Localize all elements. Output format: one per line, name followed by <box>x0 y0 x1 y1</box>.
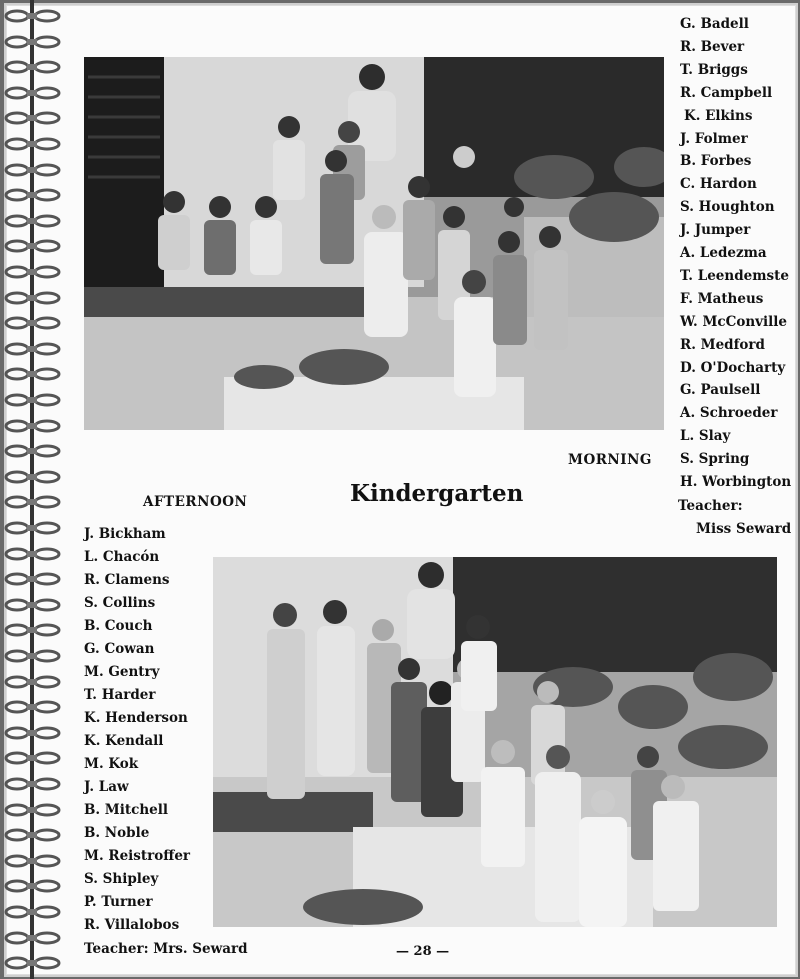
morning-student-name: R. Bever <box>680 38 745 55</box>
spiral-coil <box>3 622 65 636</box>
spiral-coil <box>3 597 65 611</box>
morning-student-name: C. Hardon <box>680 176 757 193</box>
morning-student-name: T. Briggs <box>680 61 748 78</box>
page-title: Kindergarten <box>350 480 524 507</box>
morning-student-name: G. Badell <box>680 16 749 32</box>
spiral-coil <box>3 366 65 380</box>
spiral-coil <box>3 315 65 329</box>
spiral-binding <box>0 0 70 979</box>
spiral-coil <box>3 674 65 688</box>
spiral-coil <box>3 699 65 713</box>
morning-student-name: J. Folmer <box>680 130 748 147</box>
spiral-coil <box>3 494 65 508</box>
afternoon-student-name: B. Couch <box>84 618 153 634</box>
afternoon-student-name: P. Turner <box>84 894 153 910</box>
morning-student-name: F. Matheus <box>680 290 764 307</box>
morning-student-name: D. O'Docharty <box>680 359 786 376</box>
morning-student-name: S. Houghton <box>680 199 775 216</box>
afternoon-student-name: B. Mitchell <box>84 802 168 818</box>
spiral-coil <box>3 750 65 764</box>
morning-student-name: W. McConville <box>680 313 788 330</box>
afternoon-label: AFTERNOON <box>143 494 248 510</box>
morning-class-photo <box>84 57 664 430</box>
morning-student-name: K. Elkins <box>684 107 753 124</box>
morning-teacher-name: Miss Seward <box>696 521 792 537</box>
spiral-coil <box>3 443 65 457</box>
spiral-coil <box>3 546 65 560</box>
spiral-coil <box>3 59 65 73</box>
spiral-coil <box>3 725 65 739</box>
spiral-coil <box>3 571 65 585</box>
morning-student-name: L. Slay <box>680 428 731 445</box>
afternoon-student-name: B. Noble <box>84 825 150 841</box>
spiral-coil <box>3 878 65 892</box>
spiral-coil <box>3 648 65 662</box>
spiral-coil <box>3 802 65 816</box>
spiral-coil <box>3 341 65 355</box>
morning-student-name: H. Worbington <box>680 474 792 490</box>
morning-student-name: B. Forbes <box>680 153 752 170</box>
morning-student-name: T. Leendemste <box>680 267 789 284</box>
spiral-coil <box>3 392 65 406</box>
afternoon-teacher: Teacher: Mrs. Seward <box>84 941 248 957</box>
morning-student-name: R. Campbell <box>680 84 773 101</box>
afternoon-student-name: R. Clamens <box>84 572 170 588</box>
spiral-coil <box>3 853 65 867</box>
afternoon-student-name: K. Kendall <box>84 733 164 749</box>
spiral-coil <box>3 110 65 124</box>
spiral-coil <box>3 955 65 969</box>
morning-student-name: A. Ledezma <box>680 245 767 261</box>
spiral-coil <box>3 520 65 534</box>
spiral-coil <box>3 827 65 841</box>
spiral-coil <box>3 418 65 432</box>
spiral-coil <box>3 136 65 150</box>
morning-student-name: R. Medford <box>680 336 765 353</box>
morning-label: MORNING <box>568 452 652 468</box>
afternoon-student-name: L. Chacón <box>84 549 160 565</box>
spiral-coil <box>3 469 65 483</box>
afternoon-student-name: T. Harder <box>84 687 156 703</box>
spiral-coil <box>3 290 65 304</box>
morning-student-name: S. Spring <box>680 451 750 468</box>
spiral-coil <box>3 85 65 99</box>
afternoon-student-name: J. Law <box>84 779 129 795</box>
afternoon-student-name: G. Cowan <box>84 641 155 657</box>
afternoon-student-name: M. Kok <box>84 756 139 772</box>
afternoon-class-photo <box>213 557 777 927</box>
afternoon-student-name: S. Shipley <box>84 871 159 887</box>
afternoon-student-name: J. Bickham <box>84 526 166 542</box>
page-number: — 28 — <box>396 944 450 959</box>
spiral-coil <box>3 213 65 227</box>
afternoon-student-name: M. Reistroffer <box>84 848 191 864</box>
spiral-coil <box>3 930 65 944</box>
morning-teacher-label: Teacher: <box>678 498 743 514</box>
afternoon-student-name: S. Collins <box>84 595 156 611</box>
spiral-coil <box>3 264 65 278</box>
spiral-coil <box>3 776 65 790</box>
spiral-coil <box>3 8 65 22</box>
morning-student-name: A. Schroeder <box>680 405 778 422</box>
morning-student-name: J. Jumper <box>680 222 751 239</box>
spiral-coil <box>3 187 65 201</box>
spiral-coil <box>3 162 65 176</box>
morning-student-name: G. Paulsell <box>680 382 761 399</box>
afternoon-student-name: R. Villalobos <box>84 917 180 933</box>
spiral-coil <box>3 904 65 918</box>
spiral-coil <box>3 238 65 252</box>
spiral-coil <box>3 34 65 48</box>
afternoon-student-name: M. Gentry <box>84 664 160 680</box>
afternoon-student-name: K. Henderson <box>84 710 188 726</box>
